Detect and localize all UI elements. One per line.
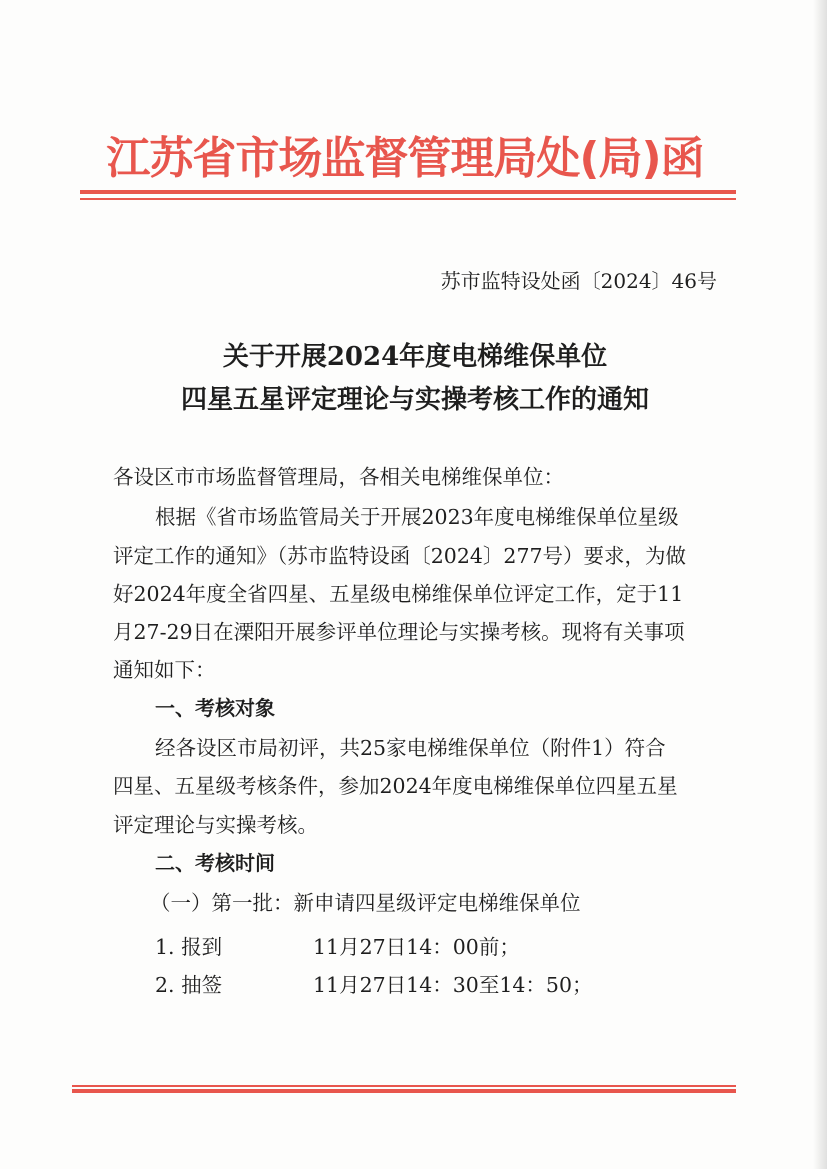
document-title-line-1: 关于开展2024年度电梯维保单位 <box>222 342 608 372</box>
document-number: 苏市监特设处函〔2024〕46号 <box>440 269 717 293</box>
intro-line-4: 月27-29日在溧阳开展参评单位理论与实操考核。现将有关事项 <box>113 620 685 644</box>
footer-rule-thick <box>72 1089 736 1093</box>
schedule-item-time: 11月27日14：00前； <box>313 935 520 959</box>
intro-line-1: 根据《省市场监管局关于开展2023年度电梯维保单位星级 <box>155 505 679 529</box>
section-1-heading: 一、考核对象 <box>155 696 275 720</box>
section-1-line-2: 四星、五星级考核条件，参加2024年度电梯维保单位四星五星 <box>113 774 678 798</box>
intro-line-3: 好2024年度全省四星、五星级电梯维保单位评定工作，定于11 <box>113 582 684 606</box>
footer-rule-thin <box>72 1085 736 1087</box>
page-edge-shadow <box>813 0 827 1169</box>
letterhead-rule-thick <box>80 190 736 194</box>
section-1-line-3: 评定理论与实操考核。 <box>113 813 318 837</box>
section-1-line-1: 经各设区市局初评，共25家电梯维保单位（附件1）符合 <box>155 736 666 760</box>
intro-line-5: 通知如下： <box>113 658 216 682</box>
letterhead-title: 江苏省市场监督管理局处(局)函 <box>106 133 704 184</box>
letterhead-rule-thin <box>80 198 736 200</box>
schedule-item-label: 2. 抽签 <box>155 973 223 997</box>
section-2-heading: 二、考核时间 <box>155 851 275 875</box>
document-title-line-2: 四星五星评定理论与实操考核工作的通知 <box>180 385 649 415</box>
intro-line-2: 评定工作的通知》（苏市监特设函〔2024〕277号）要求，为做 <box>113 544 687 568</box>
section-2-batch-1: （一）第一批：新申请四星级评定电梯维保单位 <box>150 891 581 915</box>
salutation: 各设区市市场监督管理局，各相关电梯维保单位： <box>113 465 564 489</box>
schedule-item-label: 1. 报到 <box>155 935 223 959</box>
schedule-item-time: 11月27日14：30至14：50； <box>313 973 593 997</box>
